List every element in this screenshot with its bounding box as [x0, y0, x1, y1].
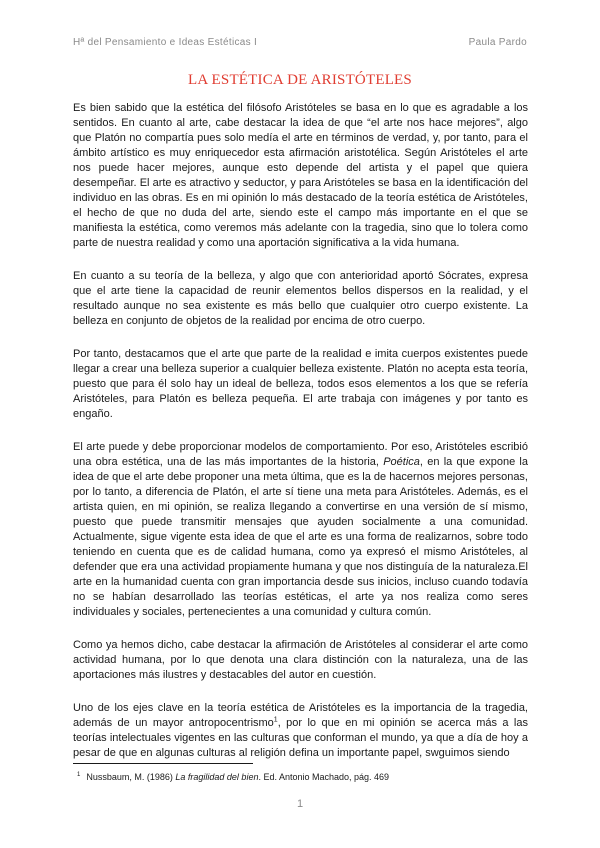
- paragraph: Como ya hemos dicho, cabe destacar la afirmación de Aristóteles al considerar el arte como actividad humana, por lo que denota una clara distinción con la naturaleza, una de las aportaciones más ilustres y destacables del autor en cuestión.: [73, 639, 528, 681]
- header-course-title: Hª del Pensamiento e Ideas Estéticas I: [73, 37, 258, 48]
- paragraph-text: Uno de los ejes clave en la teoría estética de Aristóteles es la importancia de la tragedia, además de un mayor antropocentrismo: [73, 702, 528, 729]
- paragraph-text: El arte puede y debe proporcionar modelos de comportamiento. Por eso, Aristóteles escribió una obra estética, una de las más importantes de la historia,: [73, 441, 528, 468]
- footnote: [73, 769, 528, 783]
- paragraph: [73, 701, 528, 761]
- paragraph: Es bien sabido que la estética del filósofo Aristóteles se basa en lo que es agradable a los sentidos. En cuanto al arte, cabe destacar la idea de que “el arte nos hace mejores”, algo que Platón no compartía pues solo medía el arte en términos de verdad, y, por tanto, para el ámbito artístico es muy enriquecedor esta afirmación aristotélica. Según Aristóteles el arte nos puede hacer mejores, aunque esto depende del artista y el papel que quiera desempeñar. El arte es atractivo y seductor, y para Aristóteles se basa en la identificación del individuo en las obras. Es en mi opinión lo más destacado de la teoría estética de Aristóteles, el hecho de que no duda del arte, siendo este el campo más importante en el que se manifiesta la estética, como veremos más adelante con la tragedia, sino que lo tolera como parte de nuestra realidad y como una aportación significativa a la vida humana.: [73, 102, 528, 249]
- paragraph: [73, 440, 528, 620]
- document-title: LA ESTÉTICA DE ARISTÓTELES: [188, 72, 412, 88]
- header-author: Paula Pardo: [468, 37, 527, 48]
- paragraph: En cuanto a su teoría de la belleza, y algo que con anterioridad aportó Sócrates, expresa que el arte tiene la capacidad de reunir elementos bellos dispersos en la realidad, y el resultado aunque no sea existente es más bello que cualquier otro cuerpo existente. La belleza en conjunto de objetos de la realidad por encima de otro cuerpo.: [73, 270, 528, 327]
- document-body: [73, 101, 528, 779]
- footnote-separator: [73, 763, 253, 764]
- page-header: [73, 37, 527, 48]
- footnote-mark: 1: [77, 772, 81, 778]
- paragraph: Por tanto, destacamos que el arte que parte de la realidad e imita cuerpos existentes puede llegar a crear una belleza superior a cualquier belleza existente. Platón no acepta esta teoría, puesto que para él solo hay un ideal de belleza, todos esos elementos a los que se refería Aristóteles, para Platón es belleza pequeña. El arte trabaja con imágenes y por tanto es engaño.: [73, 348, 528, 420]
- footnote-book-title: La fragilidad del bien: [175, 772, 259, 782]
- paragraph-text: , por lo que en mi opinión se acerca más a las teorías intelectuales vigentes en las culturas que conforman el mundo, ya que a día de hoy a pesar de que en algunas culturas al religión defina un importante papel, swguimos siendo: [73, 717, 528, 759]
- footnote-reference[interactable]: 1: [273, 716, 278, 724]
- footnote-text: . Ed. Antonio Machado, pág. 469: [258, 772, 390, 782]
- paragraph-text: , en la que expone la idea de que el arte debe proponer una meta última, que es la de hacernos mejores personas, por lo tanto, a diferencia de Platón, el arte sí tiene una meta para Aristóteles. Además, es el artista quien, en mi opinión, se realiza llegando a convertirse en una versión de sí mismo, puesto que puede transmitir mensajes que ayuden socialmente a una comunidad. Actualmente, sigue vigente esta idea de que el arte es una forma de realizarnos, sobre todo teniendo en cuenta que es de calidad humana, como ya expresó el mismo Aristóteles, al defender que era una actividad propiamente humana y que nos distinguía de la naturaleza.El arte en la humanidad cuenta con gran importancia desde sus inicios, incluso cuando todavía no se habían desarrollado las teorías estéticas, el arte ya nos realiza como seres individuales y sociales, pertenecientes a una comunidad y cultura común.: [73, 456, 528, 618]
- page-number: 1: [296, 798, 304, 810]
- footnote-text: Nussbaum, M. (1986): [86, 772, 176, 782]
- work-title-italic: Poética: [383, 456, 420, 468]
